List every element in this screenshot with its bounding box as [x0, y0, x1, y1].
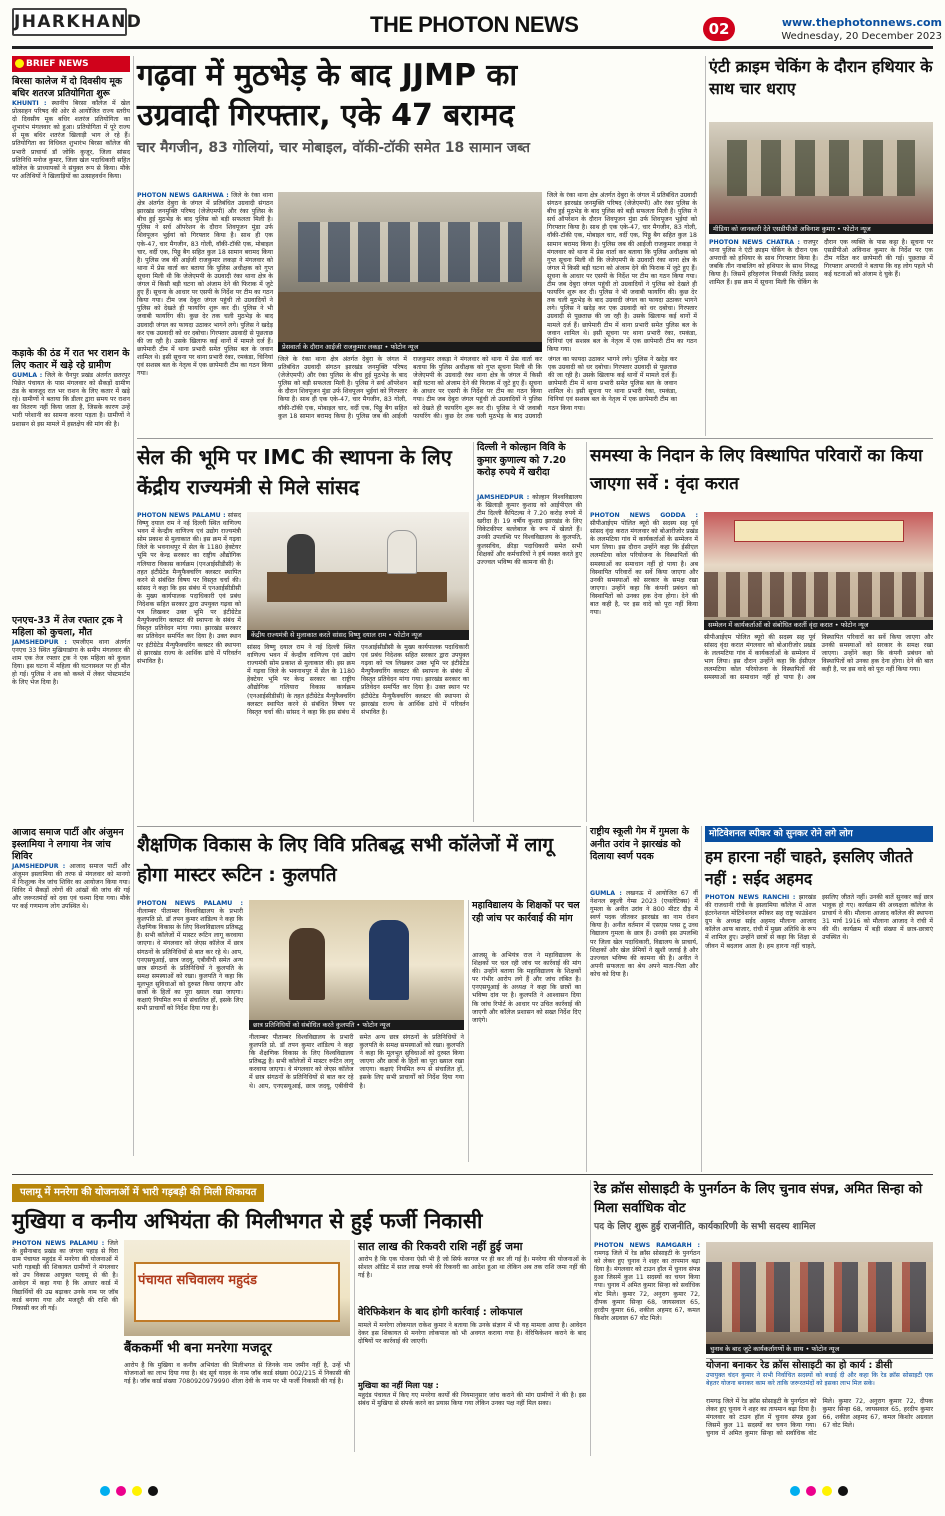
redcross-story: [594, 1180, 933, 1456]
lead-headline-1: गढ़वा में मुठभेड़ के बाद JJMP का: [137, 58, 518, 93]
mgnrega-kicker: पलामू में मनरेगा की योजनाओं में भारी गड़बड़ी की मिली शिकायत: [12, 1184, 264, 1202]
brief-4-body: JAMSHEDPUR : आजाद समाज पार्टी और अंजुमन इस्लामिया की तरफ से मंगलवार को मानगो में निःशुल्क नेत्र जांच शिविर का आयोजन किया गया। शिविर में सैकड़ों लोगों की आंखों की जांच की गई और जरूरतमंदों को दवा एवं चश्मा दिया गया। मौके पर कई गणमान्य लोग उपस्थित थे।: [12, 863, 131, 911]
brief-2-title: कड़ाके की ठंड में रात भर राशन के लिए कतार में खड़े रहे ग्रामीण: [12, 348, 130, 371]
anticrime-story: [709, 56, 933, 436]
masthead: [0, 0, 945, 50]
skating-body: GUMLA : लखनऊ में आयोजित 67 वीं नेशनल स्कूली गेम्स 2023 (एथलेटिक्स) में गुमला के अनीत उरांव ने 800 मीटर दौड़ में स्वर्ण पदक जीतकर झारखंड का नाम रोशन किया है। अनीत वर्तमान में एसएस प्लस टू उच्च विद्यालय गुमला के छात्र हैं। उनकी इस उपलब्धि पर जिला खेल पदाधिकारी, विद्यालय के प्राचार्य, शिक्षकों और खेल प्रेमियों ने खुशी जताई है और उज्ज्वल भविष्य की कामना की है। अनीत ने अपनी सफलता का श्रेय अपने माता-पिता और कोच को दिया है।: [590, 890, 698, 978]
anticrime-photo-officers: [727, 140, 915, 196]
cyan-swatch: [790, 1486, 800, 1496]
teachers-story: [472, 900, 581, 1162]
magenta-swatch: [116, 1486, 126, 1496]
brief-divider: [133, 56, 134, 1156]
mgnrega-photo: [124, 1240, 350, 1336]
mgnrega-verify-title: वेरिफिकेशन के बाद होगी कार्रवाई : लोकपाल: [358, 1307, 523, 1318]
anticrime-headline: एंटी क्राइम चेकिंग के दौरान हथियार के साथ चार धराए: [709, 57, 933, 98]
sail-headline: सेल की भूमि पर IMC की स्थापना के लिए केंद्रीय राज्यमंत्री से मिले सांसद: [137, 445, 452, 499]
syllabus-inner-divider: [468, 900, 469, 1162]
brief-3-body: JAMSHEDPUR : एमजीएम थाना अंतर्गत एनएच 33 स्थित मुखियाडांगा के समीप मंगलवार की शाम एक तेज रफ्तार ट्रक ने एक महिला को कुचल दिया। इस घटना में महिला की घटनास्थल पर ही मौत हो गई। पुलिस ने शव को कब्जे में लेकर पोस्टमार्टम के लिए भेज दिया है।: [12, 639, 131, 687]
redcross-body-2: रामगढ़ जिले में रेड क्रॉस सोसाइटी के पुनर्गठन को लेकर हुए चुनाव ने शहर का तापमान बढ़ा दिया है। मंगलवार को टाउन हॉल में चुनाव संपन्न हुआ जिसमें कुल 11 सदस्यों का चयन किया गया। चुनाव में अमित कुमार सिन्हा को सर्वाधिक वोट मिले। कुमार 72, अनुराग कुमार 72, दीपक कुमार सिन्हा 68, जायसवाल 65, हरदीप कुमार 66, शकील अहमद 67, कमल किशोर अग्रवाल 67 वोट मिले।: [706, 1398, 933, 1438]
syllabus-story: [137, 830, 581, 1170]
brief-label: BRIEF NEWS: [12, 56, 130, 72]
ahmad-headline: हम हारना नहीं चाहते, इसलिए जीतते नहीं : सईद अहमद: [705, 848, 913, 888]
teachers-body: आजसू के अभियंत्र राज ने महाविद्यालय के शिक्षकों पर चल रही जांच पर कार्रवाई की मांग की। उन्होंने बताया कि महाविद्यालय के शिक्षकों पर गंभीर आरोप लगे हैं और जांच लंबित है। एनएसयूआई के अध्यक्ष ने कहा कि छात्रों का भविष्य दांव पर है। कुलपति ने आश्वासन दिया कि जांच रिपोर्ट के आधार पर उचित कार्रवाई की जाएगी और कॉलेज प्रशासन को सख्त निर्देश दिए जाएंगे।: [472, 952, 581, 1024]
lead-body-1: PHOTON NEWS GARHWA : जिले के रंका थाना क्षेत्र अंतर्गत देबुरा के जंगल में प्रतिबंधित उग्रवादी संगठन झारखंड जनमुक्ति परिषद (जेजेएमपी) और रंका पुलिस के बीच हुई मुठभेड़ के बाद पुलिस को बड़ी सफलता मिली है। पुलिस ने सर्च ऑपरेशन के दौरान शिवपूजन मुंडा उर्फ शिवपूजन भुईयां को गिरफ्तार किया है। साथ ही एक एके-47, चार मैगजीन, 83 गोली, वॉकी-टॉकी एक, मोबाइल चार, वर्दी एक, पिठ्ठू बैग सहित कुल 18 सामान बरामद किया है। पुलिस जब की आईजी राजकुमार लकड़ा ने मंगलवार को थाना में प्रेस वार्ता कर बताया कि पुलिस अधीक्षक को गुप्त सूचना मिली थी कि जेजेएमपी के उग्रवादी रंका थाना क्षेत्र के जंगल में किसी बड़ी घटना को अंजाम देने की फिराक में जुटे हुए हैं। सूचना के आधार पर एसपी के निर्देश पर टीम का गठन किया गया। टीम जब देबुरा जंगल पहुंची तो उग्रवादियों ने पुलिस को देखते ही फायरिंग शुरू कर दी। पुलिस ने भी जवाबी फायरिंग की। कुछ देर तक चली मुठभेड़ के बाद उग्रवादी जंगल का फायदा उठाकर भागने लगे। पुलिस ने खदेड़ कर एक उग्रवादी को धर दबोचा। गिरफ्तार उग्रवादी से पूछताछ की जा रही है। उसके खिलाफ कई थानों में मामले दर्ज हैं। छापेमारी टीम में थाना प्रभारी समेत पुलिस बल के जवान शामिल थे। इसी सूचना पर थाना प्रभारी रंका, रमकंडा, चिनियां एवं सशस्त्र बल के नेतृत्व में एक छापेमारी टीम का गठन किया गया।: [137, 192, 274, 378]
redcross-photo-caption: चुनाव के बाद जुटे कार्यकर्तागणों के साथ • फोटोन न्यूज: [706, 1344, 933, 1354]
redcross-subhead: पद के लिए शुरू हुई राजनीति, कार्यकारिणी के सभी सदस्य शामिल: [594, 1221, 816, 1232]
survey-body-2: सीपीआईएम पोलित ब्यूरो की सदस्य सह पूर्व सांसद वृंदा करात मंगलवार को बोआरीजोर प्रखंड के ललमटिया गांव में कार्यकर्ताओं के सम्मेलन में भाग लिया। इस दौरान उन्होंने कहा कि ईसीएल ललमटिया कोल परियोजना के विस्थापितों की समस्याओं का समाधान नहीं हो पाया है। अब विस्थापित परिवारों का सर्वे किया जाएगा और उनकी समस्याओं को सरकार के समक्ष रखा जाएगा। उन्होंने कहा कि कंपनी प्रबंधन को विस्थापितों को उनका हक देना होगा। देने की बात कही है, पर इस वादे को पूरा नहीं किया गया।: [704, 634, 933, 682]
page-number: 02: [708, 20, 730, 38]
syllabus-body-2: नीलाम्बर पीताम्बर विश्वविद्यालय के प्रभारी कुलपति प्रो. डॉ तपन कुमार शांडिल्य ने कहा कि शैक्षणिक विकास के लिए विश्वविद्यालय प्रतिबद्ध है। सभी कॉलेजों में मास्टर रूटिन लागू करवाया जाएगा। वे मंगलवार को जेएस कॉलेज में छात्र संगठनों के प्रतिनिधियों से बात कर रहे थे। आप, एनएसयूआई, छात्र जदयू, एबीवीपी समेत अन्य छात्र संगठनों के प्रतिनिधियों ने कुलपति के समक्ष समस्याओं को रखा। कुलपति ने कहा कि मूलभूत सुविधाओं को दुरुस्त किया जाएगा और छात्रों के हितों का पूरा ख्याल रखा जाएगा। कक्षाएं नियमित रूप से संचालित हों, इसके लिए सभी प्राचार्यों को निर्देश दिया गया है।: [249, 1034, 464, 1090]
survey-photo-crowd: [704, 572, 933, 617]
yellow-swatch: [822, 1486, 832, 1496]
syllabus-photo-guest: [289, 928, 325, 1000]
mgnrega-body: PHOTON NEWS PALAMU : जिले के हुसैनाबाद प्रखंड का जंगला पहाड़ से घिरा ग्राम पंचायत महुदंड में मनरेगा की योजनाओं में भारी गड़बड़ी की शिकायत ग्रामीणों ने मंगलवार को उप विकास आयुक्त पलामू से की है। आवेदन में कहा गया है कि आधार कार्ड में विद्यार्थियों की उम्र बढ़ाकर उनके नाम पर जॉब कार्ड बनाया गया और मजदूरी की राशि की निकासी कर ली गई।: [12, 1240, 118, 1312]
kolhan-headline: दिल्ली ने कोल्हान विवि के कुमार कुणाल्य को 7.20 करोड़ रुपये में खरीदा: [477, 442, 566, 478]
website: www.thephotonnews.com: [781, 16, 942, 29]
mgnrega-box-title: बैंककर्मी भी बना मनरेगा मजदूर: [124, 1341, 272, 1356]
sail-body-1: PHOTON NEWS PALAMU : सांसद विष्णु दयाल राम ने नई दिल्ली स्थित वाणिज्य भवन में केन्द्रीय वाणिज्य एवं उद्योग राज्यमंत्री सोम प्रकाश से मुलाकात की। इस क्रम में गढ़वा जिले के भवनाथपुर में सेल के 1180 हेक्टेयर भूमि पर केन्द्र सरकार का राष्ट्रीय औद्योगिक गलियारा विकास कार्यक्रम (एनआईसीडीसी) के तहत इंटीग्रेटेड मैन्युफैक्चरिंग क्लस्टर स्थापित करने से संबंधित विषय पर विस्तृत चर्चा की। सांसद ने कहा कि इस संबंध में एनआईसीडीसी के मुख्य कार्यपालक पदाधिकारी एवं प्रबंध निदेशक सहित सरकार द्वारा उपयुक्त गढ़वा को पत्र लिखकर उक्त भूमि पर इंटीग्रेटेड मैन्युफैक्चरिंग क्लस्टर की स्थापना के संबंध में विस्तृत प्रतिवेदन मांगा गया। झारखंड सरकार का प्रतिवेदन समर्पित कर दिया है। उक्त स्थान पर इंटीग्रेटेड मैन्युफैक्चरिंग क्लस्टर की स्थापना से झारखंड राज्य के आर्थिक ढांचे में परिवर्तन संभावित है।: [137, 512, 241, 665]
syllabus-photo-speaker: [369, 920, 409, 1000]
kolhan-body: JAMSHEDPUR : कोल्हान विश्वविद्यालय के खिलाड़ी कुमार कुशाग्र को आईपीएल की टीम दिल्ली कैपिटल्स ने 7.20 करोड़ रुपये में खरीदा है। 19 वर्षीय कुशाग्र झारखंड के लिए विकेटकीपर बल्लेबाज के रूप में खेलते हैं। उनकी उपलब्धि पर विश्वविद्यालय के कुलपति, कुलसचिव, क्रीड़ा पदाधिकारी समेत सभी शिक्षकों और कर्मचारियों ने हर्ष व्यक्त करते हुए उज्ज्वल भविष्य की कामना की है।: [477, 494, 583, 566]
brief-1-body: KHUNTI : स्थानीय बिरसा कॉलेज में खेल प्रोत्साहन परिषद की ओर से आयोजित राज्य स्तरीय दो दिवसीय मूक बधिर शतरंज प्रतियोगिता का शुभारंभ मंगलवार को हुआ। प्रतियोगिता में पूरे राज्य से मूक बधिर शतरंज खिलाड़ी भाग ले रहे हैं। प्रतियोगिता का विधिवत शुभारंभ बिरसा कॉलेज की प्रभारी प्राचार्या डॉ जोकि कुजूर, जिला सांसद प्रतिनिधि मनोज कुमार, जिला खेल पदाधिकारी सहित कॉलेज के प्राध्यापकों ने संयुक्त रूप से किया। मौके पर अतिथियों ने खिलाड़ियों का उत्साहवर्धन किया।: [12, 100, 131, 180]
magenta-swatch: [806, 1486, 816, 1496]
redcross-box-title: योजना बनाकर रेड क्रॉस सोसाइटी का हो कार्य : डीसी: [706, 1360, 893, 1371]
sail-photo-desk: [267, 572, 447, 602]
ahmad-kicker: मोटिवेशनल स्पीकर को सुनकर रोने लगे लोग: [705, 826, 933, 842]
black-swatch: [148, 1486, 158, 1496]
survey-story: [590, 442, 933, 822]
syllabus-photo-caption: छात्र प्रतिनिधियों को संबोधित करते कुलपति • फोटोन न्यूज: [249, 1020, 464, 1030]
lead-body-2: जिले के रंका थाना क्षेत्र अंतर्गत देबुरा के जंगल में प्रतिबंधित उग्रवादी संगठन झारखंड जनमुक्ति परिषद (जेजेएमपी) और रंका पुलिस के बीच हुई मुठभेड़ के बाद पुलिस को बड़ी सफलता मिली है। पुलिस ने सर्च ऑपरेशन के दौरान शिवपूजन मुंडा उर्फ शिवपूजन भुईयां को गिरफ्तार किया है। साथ ही एक एके-47, चार मैगजीन, 83 गोली, वॉकी-टॉकी एक, मोबाइल चार, वर्दी एक, पिठ्ठू बैग सहित कुल 18 सामान बरामद किया है। पुलिस जब की आईजी राजकुमार लकड़ा ने मंगलवार को थाना में प्रेस वार्ता कर बताया कि पुलिस अधीक्षक को गुप्त सूचना मिली थी कि जेजेएमपी के उग्रवादी रंका थाना क्षेत्र के जंगल में किसी बड़ी घटना को अंजाम देने की फिराक में जुटे हुए हैं। सूचना के आधार पर एसपी के निर्देश पर टीम का गठन किया गया। टीम जब देबुरा जंगल पहुंची तो उग्रवादियों ने पुलिस को देखते ही फायरिंग शुरू कर दी। पुलिस ने भी जवाबी फायरिंग की। कुछ देर तक चली मुठभेड़ के बाद उग्रवादी जंगल का फायदा उठाकर भागने लगे। पुलिस ने खदेड़ कर एक उग्रवादी को धर दबोचा। गिरफ्तार उग्रवादी से पूछताछ की जा रही है। उसके खिलाफ कई थानों में मामले दर्ज हैं। छापेमारी टीम में थाना प्रभारी समेत पुलिस बल के जवान शामिल थे। इसी सूचना पर थाना प्रभारी रंका, रमकंडा, चिनियां एवं सशस्त्र बल के नेतृत्व में एक छापेमारी टीम का गठन किया गया।: [547, 192, 697, 353]
cyan-swatch: [100, 1486, 110, 1496]
anticrime-body: PHOTON NEWS CHATRA : राजपुर थाना पुलिस ने एंटी क्राइम चेकिंग के दौरान एक अपराधी को हथियार के साथ गिरफ्तार किया है। जबकि तीन नाबालिग को हथियार के साथ निरुद्ध किया है। जिसमें हरिहरगंज निवासी जितेंद्र प्रसाद शामिल हैं। इस क्रम में सूचना मिली कि चेकिंग के दौरान एक व्यक्ति के पास कट्टा है। सूचना पर एसडीपीओ अविनाश कुमार के निर्देश पर एक टीम गठित कर छापेमारी की गई। पूछताछ में गिरफ्तार अपराधी ने बताया कि वह लोग पहले भी कई घटनाओं को अंजाम दे चुके हैं।: [709, 239, 933, 287]
mgnrega-recovery-body: आरोप है कि एक योजना ऐसी भी है जो सिर्फ कागज पर ही कर ली गई है। मनरेगा की योजनाओं के सोशल ऑडिट में सात लाख रुपये की रिकवरी का आदेश हुआ था लेकिन अब तक राशि जमा नहीं की गई है।: [358, 1256, 586, 1280]
survey-body-1: PHOTON NEWS GODDA : सीपीआईएम पोलित ब्यूरो की सदस्य सह पूर्व सांसद वृंदा करात मंगलवार को बोआरीजोर प्रखंड के ललमटिया गांव में कार्यकर्ताओं के सम्मेलन में भाग लिया। इस दौरान उन्होंने कहा कि ईसीएल ललमटिया कोल परियोजना के विस्थापितों की समस्याओं का समाधान नहीं हो पाया है। अब विस्थापित परिवारों का सर्वे किया जाएगा और उनकी समस्याओं को सरकार के समक्ष रखा जाएगा। उन्होंने कहा कि कंपनी प्रबंधन को विस्थापितों को उनका हक देना होगा। देने की बात कही है, पर इस वादे को पूरा नहीं किया गया।: [590, 512, 698, 617]
mgnrega-headline: मुखिया व कनीय अभियंता की मिलीभगत से हुई फर्जी निकासी: [12, 1209, 483, 1233]
state-label: JHARKHAND: [14, 12, 143, 32]
redcross-body-1: PHOTON NEWS RAMGARH : रामगढ़ जिले में रेड क्रॉस सोसाइटी के पुनर्गठन को लेकर हुए चुनाव ने शहर का तापमान बढ़ा दिया है। मंगलवार को टाउन हॉल में चुनाव संपन्न हुआ जिसमें कुल 11 सदस्यों का चयन किया गया। चुनाव में अमित कुमार सिन्हा को सर्वाधिक वोट मिले। कुमार 72, अनुराग कुमार 72, दीपक कुमार सिन्हा 68, जायसवाल 65, हरदीप कुमार 66, शकील अहमद 67, कमल किशोर अग्रवाल 67 वोट मिले।: [594, 1242, 700, 1322]
ahmad-body: PHOTON NEWS RANCHI : झारखंड की राजधानी रांची के इस्लामिया कॉलेज में आज इंटरनेशनल मोटिवेशनल स्पीकर सह राष्ट्र फाउंडेशन ग्रुप के अध्यक्ष सईद अहमद मौलाना आजाद कॉलेज आफ बाजार, रांची में मुख्य अतिथि के रूप में शामिल हुए। उन्होंने छात्रों से कहा कि शिक्षा से जीवन में बदलाव आता है। हम हारना नहीं चाहते, इसलिए जीतते नहीं। उनकी बातें सुनकर कई छात्र भावुक हो गए। कार्यक्रम की अध्यक्षता कॉलेज के प्राचार्य ने की। मौलाना आजाद कॉलेज की स्थापना 31 मार्च 1916 को मौलाना आजाद ने रांची में की थी। कार्यक्रम में बड़ी संख्या में छात्र-छात्राएं उपस्थित थे।: [705, 894, 933, 950]
sail-photo: [247, 512, 469, 640]
sail-photo-person-2: [387, 530, 417, 574]
syllabus-body-1: PHOTON NEWS PALAMU : नीलाम्बर पीताम्बर विश्वविद्यालय के प्रभारी कुलपति प्रो. डॉ तपन कुमार शांडिल्य ने कहा कि शैक्षणिक विकास के लिए विश्वविद्यालय प्रतिबद्ध है। सभी कॉलेजों में मास्टर रूटिन लागू करवाया जाएगा। वे मंगलवार को जेएस कॉलेज में छात्र संगठनों के प्रतिनिधियों से बात कर रहे थे। आप, एनएसयूआई, छात्र जदयू, एबीवीपी समेत अन्य छात्र संगठनों के प्रतिनिधियों ने कुलपति के समक्ष समस्याओं को रखा। कुलपति ने कहा कि मूलभूत सुविधाओं को दुरुस्त किया जाएगा और छात्रों के हितों का पूरा ख्याल रखा जाएगा। कक्षाएं नियमित रूप से संचालित हों, इसके लिए सभी प्राचार्यों को निर्देश दिया गया है।: [137, 900, 243, 1013]
skating-story: [590, 826, 698, 1172]
sail-body-2: सांसद विष्णु दयाल राम ने नई दिल्ली स्थित वाणिज्य भवन में केन्द्रीय वाणिज्य एवं उद्योग राज्यमंत्री सोम प्रकाश से मुलाकात की। इस क्रम में गढ़वा जिले के भवनाथपुर में सेल के 1180 हेक्टेयर भूमि पर केन्द्र सरकार का राष्ट्रीय औद्योगिक गलियारा विकास कार्यक्रम (एनआईसीडीसी) के तहत इंटीग्रेटेड मैन्युफैक्चरिंग क्लस्टर स्थापित करने से संबंधित विषय पर विस्तृत चर्चा की। सांसद ने कहा कि इस संबंध में एनआईसीडीसी के मुख्य कार्यपालक पदाधिकारी एवं प्रबंध निदेशक सहित सरकार द्वारा उपयुक्त गढ़वा को पत्र लिखकर उक्त भूमि पर इंटीग्रेटेड मैन्युफैक्चरिंग क्लस्टर की स्थापना के संबंध में विस्तृत प्रतिवेदन मांगा गया। झारखंड सरकार का प्रतिवेदन समर्पित कर दिया है। उक्त स्थान पर इंटीग्रेटेड मैन्युफैक्चरिंग क्लस्टर की स्थापना से झारखंड राज्य के आर्थिक ढांचे में परिवर्तन संभावित है।: [247, 644, 469, 716]
sail-photo-caption: केंद्रीय राज्यमंत्री से मुलाकात करते सांसद विष्णु दयाल राम • फोटोन न्यूज: [247, 630, 469, 640]
lead-photo-caption: प्रेसवार्ता के दौरान आईजी राजकुमार लकड़ा • फोटोन न्यूज: [278, 342, 542, 352]
print-marks-right: [790, 1486, 900, 1496]
lead-photo-people: [298, 222, 522, 282]
paper-name: THE PHOTON NEWS: [370, 12, 579, 37]
mgnrega-divider: [590, 1180, 591, 1456]
mgnrega-photo-sign: पंचायत सचिवालय महुदंड: [138, 1273, 257, 1288]
redcross-box: [706, 1358, 933, 1394]
redcross-photo: [706, 1242, 933, 1354]
masthead-rule: [12, 46, 933, 49]
mgnrega-recovery-title: सात लाख की रिकवरी राशि नहीं हुई जमा: [358, 1240, 523, 1253]
survey-photo-banner: [734, 520, 904, 542]
brief-4-title: आजाद समाज पार्टी और अंजुमन इस्लामिया ने लगाया नेत्र जांच शिविर: [12, 827, 124, 862]
mgnrega-box-body: आरोप है कि मुखिया व कनीय अभियंता की मिलीभगत से जिनके नाम जमीन नहीं है, उन्हें भी योजनाओं का लाभ दिया गया है। बंद सूर्य यादव के नाम जॉब कार्ड संख्या 002/215 में निकासी की गई है। जॉब कार्ड संख्या 7080920979990 शीला देवी के नाम पर भी फर्जी निकासी की गई है।: [124, 1362, 350, 1386]
anticrime-photo-caption: मीडिया को जानकारी देते एसडीपीओ अविनाश कुमार • फोटोन न्यूज: [709, 224, 933, 234]
row-divider-3: [12, 1174, 933, 1175]
brief-icon: [15, 59, 24, 68]
redcross-headline: रेड क्रॉस सोसाइटी के पुनर्गठन के लिए चुनाव संपन्न, अमित सिन्हा को मिला सर्वाधिक वोट: [594, 1182, 923, 1216]
teachers-headline: महाविद्यालय के शिक्षकों पर चल रही जांच पर कार्रवाई की मांग: [472, 900, 580, 924]
survey-headline: समस्या के निदान के लिए विस्थापित परिवारों का किया जाएगा सर्वे : वृंदा करात: [590, 446, 923, 494]
paper-logo: [370, 10, 580, 40]
kolhan-divider: [586, 442, 587, 822]
row-divider-2: [137, 826, 581, 827]
lead-photo: [278, 192, 542, 352]
state-tag: [12, 8, 143, 36]
print-marks-left: [100, 1486, 210, 1496]
syllabus-photo: [249, 900, 464, 1030]
skating-headline: राष्ट्रीय स्कूली गेम में गुमला के अनीत उरांव ने झारखंड को दिलाया स्वर्ण पदक: [590, 826, 689, 862]
page-number-badge: [703, 17, 735, 41]
lead-subhead: चार मैगजीन, 83 गोलियां, चार मोबाइल, वॉकी-टॉकी समेत 18 सामान जब्त: [137, 140, 531, 156]
redcross-photo-crowd: [706, 1262, 933, 1332]
brief-2-body: GUMLA : जिले के चैनपुर प्रखंड अंतर्गत छतरपुर पिछेत पंचायत के पास मंगलवार को सैकड़ों ग्रामीण ठंड के बावजूद रात भर राशन के लिए कतार में खड़े रहे। ग्रामीणों ने बताया कि डीलर द्वारा समय पर राशन का वितरण नहीं किया जाता है, जिसके कारण उन्हें भारी परेशानी का सामना करना पड़ता है। ग्रामीणों ने प्रशासन से इस मामले में हस्तक्षेप की मांग की है।: [12, 372, 131, 428]
sail-photo-person-1: [287, 534, 315, 574]
mgnrega-story: [12, 1180, 586, 1456]
syllabus-headline: शैक्षणिक विकास के लिए विवि प्रतिबद्ध सभी कॉलेजों में लागू होगा मास्टर रूटिन : कुलपति: [137, 834, 554, 886]
lead-body-3: जिले के रंका थाना क्षेत्र अंतर्गत देबुरा के जंगल में प्रतिबंधित उग्रवादी संगठन झारखंड जनमुक्ति परिषद (जेजेएमपी) और रंका पुलिस के बीच हुई मुठभेड़ के बाद पुलिस को बड़ी सफलता मिली है। पुलिस ने सर्च ऑपरेशन के दौरान शिवपूजन मुंडा उर्फ शिवपूजन भुईयां को गिरफ्तार किया है। साथ ही एक एके-47, चार मैगजीन, 83 गोली, वॉकी-टॉकी एक, मोबाइल चार, वर्दी एक, पिठ्ठू बैग सहित कुल 18 सामान बरामद किया है। पुलिस जब की आईजी राजकुमार लकड़ा ने मंगलवार को थाना में प्रेस वार्ता कर बताया कि पुलिस अधीक्षक को गुप्त सूचना मिली थी कि जेजेएमपी के उग्रवादी रंका थाना क्षेत्र के जंगल में किसी बड़ी घटना को अंजाम देने की फिराक में जुटे हुए हैं। सूचना के आधार पर एसपी के निर्देश पर टीम का गठन किया गया। टीम जब देबुरा जंगल पहुंची तो उग्रवादियों ने पुलिस को देखते ही फायरिंग शुरू कर दी। पुलिस ने भी जवाबी फायरिंग की। कुछ देर तक चली मुठभेड़ के बाद उग्रवादी जंगल का फायदा उठाकर भागने लगे। पुलिस ने खदेड़ कर एक उग्रवादी को धर दबोचा। गिरफ्तार उग्रवादी से पूछताछ की जा रही है। उसके खिलाफ कई थानों में मामले दर्ज हैं। छापेमारी टीम में थाना प्रभारी समेत पुलिस बल के जवान शामिल थे। इसी सूचना पर थाना प्रभारी रंका, रमकंडा, चिनियां एवं सशस्त्र बल के नेतृत्व में एक छापेमारी टीम का गठन किया गया।: [278, 356, 677, 420]
yellow-swatch: [132, 1486, 142, 1496]
mgnrega-inner-divider: [354, 1240, 355, 1452]
mgnrega-mukhiya-title: मुखिया का नहीं मिला पक्ष :: [358, 1381, 439, 1390]
sail-story: [137, 442, 469, 822]
lead-story: [137, 56, 702, 436]
survey-photo: [704, 512, 933, 630]
sail-divider: [473, 442, 474, 822]
issue-date: Wednesday, 20 December 2023: [781, 31, 942, 42]
black-swatch: [838, 1486, 848, 1496]
skating-divider: [701, 826, 702, 1172]
lead-divider: [705, 56, 706, 436]
mgnrega-mukhiya-body: महुदंड पंचायत में किए गए मनरेगा कार्यों की नियमानुसार जांच कराने की मांग ग्रामीणों ने की है। इस संबंध में मुखिया से संपर्क करने का प्रयास किया गया लेकिन उनका पक्ष नहीं मिल सका।: [358, 1392, 586, 1408]
brief-1-title: बिरसा कालेज में दो दिवसीय मूक बधिर शतरज प्रतियोगिता शुरू: [12, 76, 123, 99]
mgnrega-verify-body: मामले में मनरेगा लोकपाल राकेश कुमार ने बताया कि उनके संज्ञान में भी यह मामला आया है। आवेदन देकर इस शिकायत से मनरेगा लोकपाल को भी अवगत कराया गया है। वेरिफिकेशन कराने के बाद दोषियों पर कार्रवाई की जाएगी।: [358, 1322, 586, 1346]
redcross-box-body: उपायुक्त चंदन कुमार ने सभी निर्वाचित सदस्यों को बधाई दी और कहा कि रेड क्रॉस सोसाइटी एक बेहतर योजना बनाकर काम करे ताकि जरूरतमंदों को इसका लाभ मिल सके।: [706, 1372, 933, 1388]
syllabus-divider: [586, 826, 587, 1172]
survey-photo-caption: सम्मेलन में कार्यकर्ताओं को संबोधित करतीं वृंदा करात • फोटोन न्यूज: [704, 620, 933, 630]
ahmad-story: [705, 826, 933, 1172]
anticrime-photo: [709, 122, 933, 234]
brief-3-title: एनएच-33 में तेज रफ्तार ट्रक ने महिला को कुचला, मौत: [12, 615, 123, 638]
lead-headline-2: उग्रवादी गिरफ्तार, एके 47 बरामद: [137, 98, 515, 133]
kolhan-story: [477, 442, 582, 822]
row-divider-1: [137, 438, 933, 439]
